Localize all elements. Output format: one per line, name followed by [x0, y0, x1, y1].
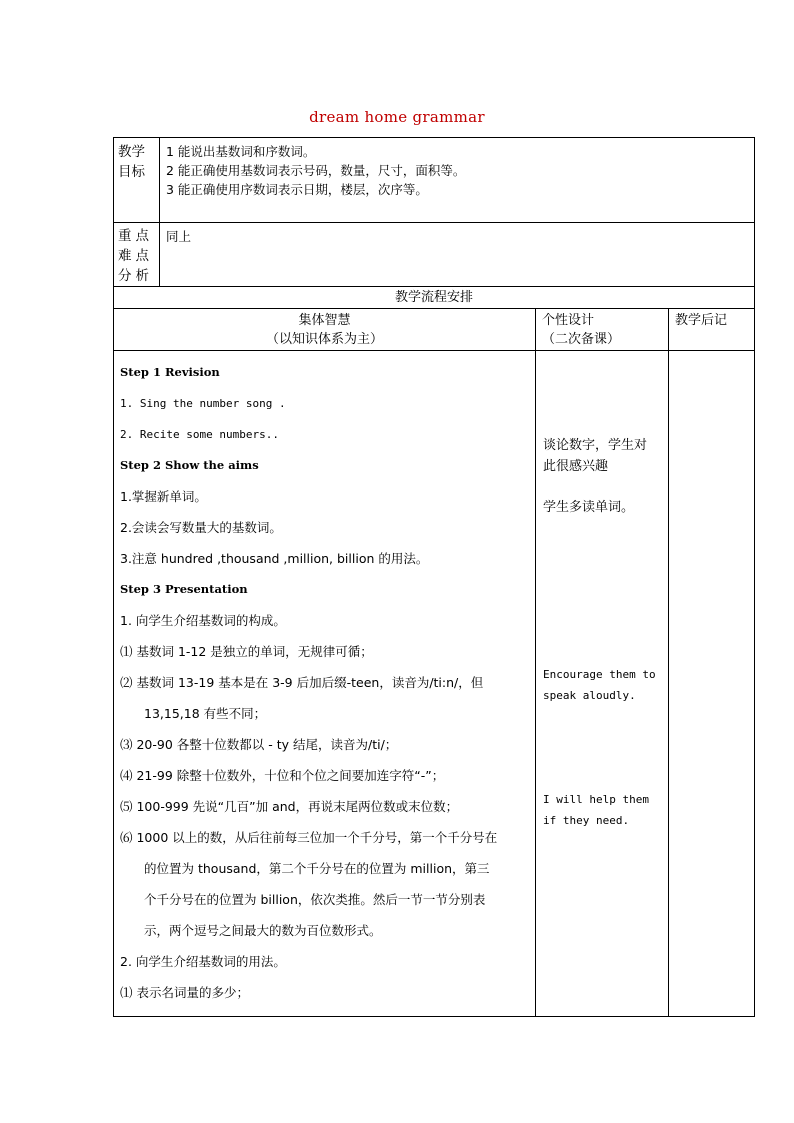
teaching-reflection-header: 教学后记: [669, 309, 755, 351]
step-2-item-2: 2.会读会写数量大的基数词。: [120, 520, 282, 535]
step-3-item-2: 2. 向学生介绍基数词的用法。: [120, 954, 286, 969]
rule-2: ⑵ 基数词 13-19 基本是在 3-9 后加后缀-teen，读音为/ti:n/，但: [120, 675, 484, 690]
key-points-label-cell: [114, 223, 160, 287]
step-1-item-2: 2. Recite some numbers..: [120, 428, 279, 441]
collective-wisdom-title: 集体智慧: [298, 313, 351, 328]
rule-3: ⑶ 20-90 各整十位数都以 - ty 结尾，读音为/ti/；: [120, 737, 398, 752]
step-2-item-3: 3.注意 hundred ,thousand ,million, billion 的用法。: [120, 551, 429, 566]
rule-6-continued-1: 的位置为 thousand，第二个千分号在的位置为 million，第三: [144, 861, 490, 876]
teaching-reflection-cell: [669, 351, 755, 1017]
step-3-heading: Step 3 Presentation: [120, 582, 248, 596]
key-points-content-cell: [160, 223, 755, 287]
rule-4: ⑷ 21-99 除整十位数外，十位和个位之间要加连字符“-”；: [120, 768, 445, 783]
key-points-row: [114, 223, 755, 287]
side-note-4: I will help them if they need.: [543, 793, 649, 827]
personal-design-cell: [536, 351, 669, 1017]
personal-design-title: 个性设计: [542, 313, 595, 328]
main-content-cell: [114, 351, 536, 1017]
rule-1: ⑴ 基数词 1-12 是独立的单词，无规律可循；: [120, 644, 373, 659]
key-points-content: 同上: [166, 229, 192, 244]
key-points-label-line-1: 重点: [118, 228, 153, 244]
process-heading: 教学流程安排: [114, 287, 755, 309]
goals-content-cell: [160, 138, 755, 223]
key-points-label-line-2: 难点: [118, 248, 153, 264]
side-note-3: Encourage them to speak aloudly.: [543, 668, 656, 702]
rule-2-continued: 13,15,18 有些不同；: [144, 706, 267, 721]
step-3-item-1: 1. 向学生介绍基数词的构成。: [120, 613, 286, 628]
usage-1: ⑴ 表示名词量的多少；: [120, 985, 249, 1000]
goal-item-2: 2 能正确使用基数词表示号码，数量，尺寸，面积等。: [166, 163, 466, 178]
rule-6-continued-3: 示，两个逗号之间最大的数为百位数形式。: [144, 923, 382, 938]
collective-wisdom-subtitle: （以知识体系为主）: [265, 332, 383, 347]
step-1-heading: Step 1 Revision: [120, 365, 220, 379]
goals-label-line-2: 目标: [118, 164, 145, 180]
process-heading-row: [114, 287, 755, 309]
lesson-steps: [114, 351, 535, 1008]
personal-design-header: [536, 309, 669, 351]
collective-wisdom-header: [114, 309, 536, 351]
rule-6: ⑹ 1000 以上的数，从后往前每三位加一个千分号，第一个千分号在: [120, 830, 498, 845]
step-1-item-1: 1. Sing the number song .: [120, 397, 286, 410]
personal-design-subtitle: （二次备课）: [542, 332, 621, 347]
rule-6-continued-2: 个千分号在的位置为 billion，依次类推。然后一节一节分别表: [144, 892, 486, 907]
step-2-heading: Step 2 Show the aims: [120, 458, 259, 472]
lesson-plan-table: [113, 137, 755, 1017]
document-title: dream home grammar: [309, 108, 485, 126]
goal-item-3: 3 能正确使用序数词表示日期，楼层，次序等。: [166, 182, 428, 197]
column-header-row: [114, 309, 755, 351]
goal-item-1: 1 能说出基数词和序数词。: [166, 144, 316, 159]
rule-5: ⑸ 100-999 先说“几百”加 and，再说末尾两位数或末位数；: [120, 799, 459, 814]
goals-row: [114, 138, 755, 223]
goals-label-cell: [114, 138, 160, 223]
key-points-label-line-3: 分析: [118, 268, 153, 284]
content-row: [114, 351, 755, 1017]
step-2-item-1: 1.掌握新单词。: [120, 489, 207, 504]
goals-label-line-1: 教学: [118, 144, 145, 160]
side-note-1: 谈论数字，学生对 此很感兴趣: [543, 438, 648, 474]
side-note-2: 学生多读单词。: [543, 500, 635, 515]
